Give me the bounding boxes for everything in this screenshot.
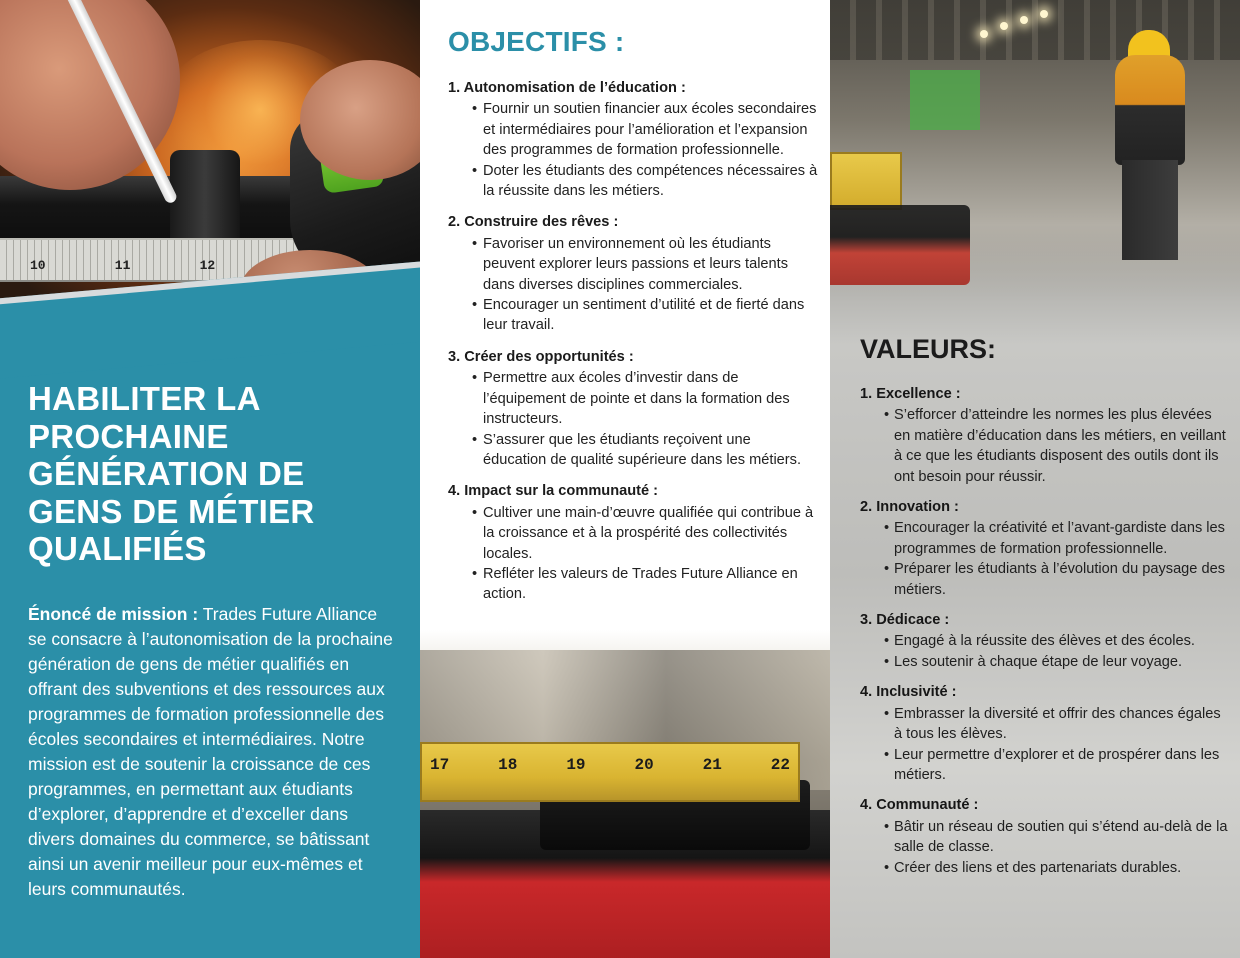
objective-bullet-text: Doter les étudiants des compétences nécessaires à la réussite dans les métiers.	[483, 162, 818, 200]
objective-title: 1. Autonomisation de l’éducation :	[448, 80, 686, 96]
mission-text: Trades Future Alliance se consacre à l’autonomisation de la prochaine génération de gens de métier qualifiés en offrant des subventions et des ressources aux programmes de formation professionnelle des écoles secondaires et intermédiaires. Notre mission est de soutenir la croissance de ces programmes, en permettant aux étudiants d’explorer, d’apprendre et d’exceller dans divers domaines du commerce, se bâtissant ainsi un avenir meilleur pour eux-mêmes et leurs communautés.	[28, 604, 393, 899]
objective-bullet	[448, 161, 818, 202]
bullet-icon: •	[884, 746, 890, 763]
objective-title: 2. Construire des rêves :	[448, 214, 619, 231]
red-toolbox-edge	[830, 205, 970, 285]
ceiling-light-icon	[1020, 16, 1028, 24]
ceiling-light-icon	[1000, 22, 1008, 30]
bullet-icon: •	[472, 162, 478, 179]
value-title: 1. Excellence :	[860, 386, 961, 402]
objectives-panel	[420, 0, 830, 958]
left-panel	[0, 0, 420, 958]
bullet-icon: •	[884, 633, 890, 650]
value-bullet-text: Les soutenir à chaque étape de leur voyage.	[894, 653, 1183, 670]
value-bullet	[860, 652, 1230, 672]
mission-statement	[28, 602, 398, 902]
ruler-number: 19	[566, 756, 586, 774]
objective-section	[448, 481, 818, 604]
bullet-icon: •	[884, 407, 890, 424]
ceiling-beams	[830, 0, 1240, 60]
objective-bullet-text: Permettre aux écoles d’investir dans de l’équipement de pointe et dans la formation des instructeurs.	[483, 370, 790, 428]
values-list	[860, 384, 1230, 888]
objective-bullet-text: Fournir un soutien financier aux écoles secondaires et intermédiaires pour l’amélioration et l’expansion des programmes de formation professionnelle.	[483, 101, 817, 159]
value-section	[860, 682, 1230, 785]
bullet-icon: •	[472, 370, 478, 387]
objective-bullet-text: Refléter les valeurs de Trades Future Alliance en action.	[483, 565, 798, 603]
objective-bullet	[448, 430, 818, 471]
bullet-icon: •	[884, 705, 890, 722]
ruler-number: 22	[770, 756, 790, 774]
value-bullet	[860, 405, 1230, 487]
objective-bullet	[448, 295, 818, 336]
value-bullet-text: Embrasser la diversité et offrir des chances égales à tous les élèves.	[894, 705, 1221, 743]
objective-bullet-text: Cultiver une main-d’œuvre qualifiée qui contribue à la croissance et à la prospérité des collectivités locales.	[483, 504, 814, 562]
yellow-ruler-edge	[830, 152, 902, 210]
bullet-icon: •	[884, 561, 890, 578]
bullet-icon: •	[884, 859, 890, 876]
value-section	[860, 497, 1230, 600]
objective-section	[448, 212, 818, 335]
value-bullet-text: Engagé à la réussite des élèves et des écoles.	[894, 633, 1195, 650]
bullet-icon: •	[472, 504, 478, 521]
value-bullet-text: S’efforcer d’atteindre les normes les plus élevées en matière d’éducation dans les métiers, en veillant à ce que les étudiants disposent des outils dont ils ont besoin pour réussir.	[894, 407, 1226, 485]
construction-worker	[1115, 55, 1185, 165]
bullet-icon: •	[884, 818, 890, 835]
objective-bullet	[448, 99, 818, 160]
objective-bullet	[448, 503, 818, 564]
value-bullet	[860, 858, 1230, 878]
value-section	[860, 384, 1230, 487]
objective-title: 4. Impact sur la communauté :	[448, 483, 659, 500]
objective-bullet-text: Encourager un sentiment d’utilité et de fierté dans leur travail.	[483, 297, 805, 334]
objective-bullet	[448, 564, 818, 605]
worker-legs	[1122, 160, 1178, 260]
value-section	[860, 610, 1230, 672]
ruler-number: 21	[702, 756, 722, 774]
bullet-icon: •	[472, 565, 478, 582]
mission-label: Énoncé de mission :	[28, 604, 199, 624]
bullet-icon: •	[884, 653, 890, 670]
objective-title: 3. Créer des opportunités :	[448, 348, 634, 365]
objectives-heading: OBJECTIFS :	[448, 26, 625, 57]
bullet-icon: •	[472, 235, 478, 252]
values-panel	[830, 0, 1240, 958]
ruler-numbers	[430, 756, 790, 774]
ceiling-light-icon	[1040, 10, 1048, 18]
value-bullet-text: Leur permettre d’explorer et de prospérer dans les métiers.	[894, 746, 1220, 783]
construction-site-photo	[830, 0, 1240, 300]
value-bullet	[860, 518, 1230, 559]
objective-bullet	[448, 234, 818, 295]
objective-bullet-text: Favoriser un environnement où les étudiants peuvent explorer leurs passions et leurs talents dans diverses disciplines commerciales.	[483, 235, 789, 293]
objective-bullet-text: S’assurer que les étudiants reçoivent une éducation de qualité supérieure dans les métiers.	[483, 431, 802, 468]
value-section	[860, 795, 1230, 878]
value-bullet-text: Préparer les étudiants à l’évolution du paysage des métiers.	[894, 561, 1226, 598]
objective-bullet	[448, 368, 818, 429]
value-title: 3. Dédicace :	[860, 612, 950, 629]
yellow-ruler-toolbox-photo	[420, 630, 830, 958]
bullet-icon: •	[472, 431, 478, 448]
bullet-icon: •	[472, 101, 478, 118]
objectives-list	[448, 78, 818, 616]
ruler-number: 17	[430, 756, 450, 774]
tape-number: 11	[114, 258, 131, 273]
ruler-number: 20	[634, 756, 654, 774]
tape-number: 10	[30, 258, 46, 273]
ruler-number: 18	[498, 756, 518, 774]
value-bullet	[860, 631, 1230, 651]
bullet-icon: •	[884, 520, 890, 537]
value-bullet	[860, 559, 1230, 600]
value-bullet	[860, 817, 1230, 858]
bullet-icon: •	[472, 297, 478, 314]
objective-section	[448, 78, 818, 201]
tape-number: 12	[199, 258, 216, 273]
value-bullet-text: Encourager la créativité et l’avant-gardiste dans les programmes de formation professionnelle.	[894, 520, 1225, 557]
value-bullet-text: Bâtir un réseau de soutien qui s’étend au-delà de la salle de classe.	[894, 818, 1228, 856]
value-title: 4. Communauté :	[860, 797, 979, 814]
value-bullet	[860, 745, 1230, 786]
objective-section	[448, 347, 818, 470]
ceiling-light-icon	[980, 30, 988, 38]
value-title: 4. Inclusivité :	[860, 684, 957, 701]
green-wall-section	[910, 70, 980, 130]
values-heading: VALEURS:	[860, 334, 997, 364]
value-title: 2. Innovation :	[860, 499, 959, 516]
value-bullet	[860, 704, 1230, 745]
main-headline: HABILITER LA PROCHAINE GÉNÉRATION DE GENS DE MÉTIER QUALIFIÉS	[28, 380, 315, 567]
value-bullet-text: Créer des liens et des partenariats durables.	[894, 859, 1182, 876]
